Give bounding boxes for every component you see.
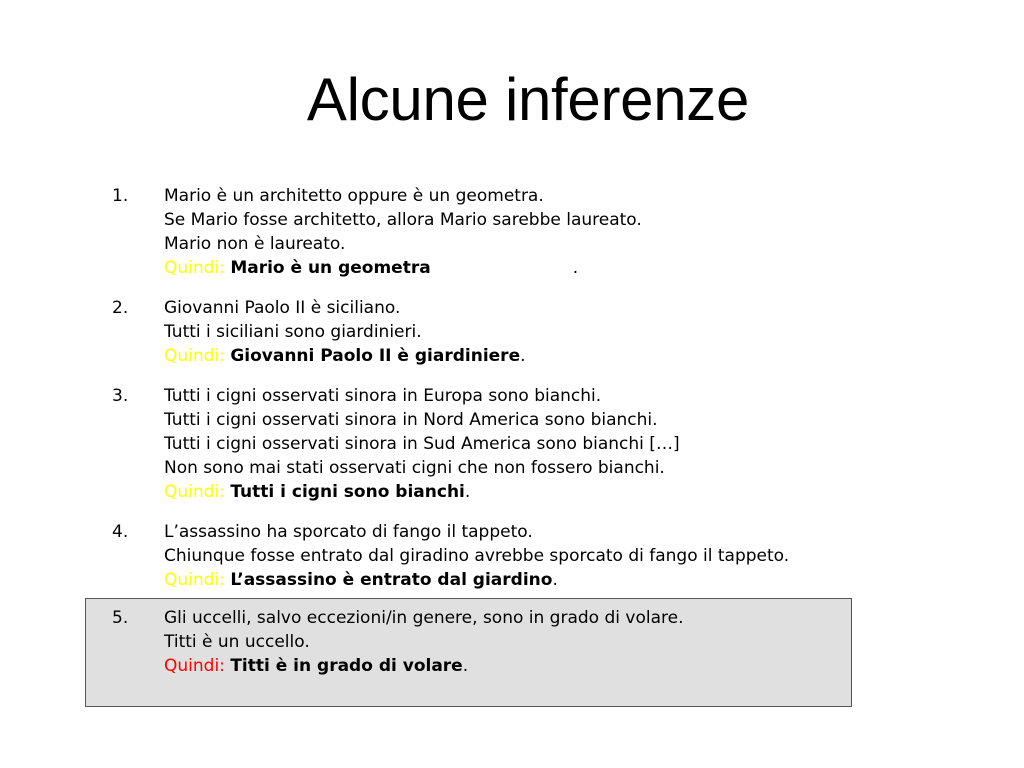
- premise: Mario non è laureato.: [164, 234, 346, 254]
- quindi-label: Quindi:: [164, 258, 225, 278]
- conclusion-line: [164, 480, 680, 504]
- premise: Gli uccelli, salvo eccezioni/in genere, sono in grado di volare.: [164, 608, 684, 628]
- item-number: 2.: [112, 298, 129, 318]
- quindi-label: Quindi:: [164, 656, 225, 676]
- quindi-label: Quindi:: [164, 346, 225, 366]
- item-lines: [164, 384, 680, 504]
- item-number: 5.: [112, 608, 129, 628]
- conclusion-period: .: [572, 258, 579, 278]
- premise: Tutti i cigni osservati sinora in Sud America sono bianchi […]: [164, 434, 680, 454]
- premise: L’assassino ha sporcato di fango il tappeto.: [164, 522, 533, 542]
- item-lines: [164, 296, 526, 368]
- conclusion-text: Mario è un geometra: [230, 258, 431, 278]
- item-lines: [164, 520, 789, 592]
- premise: Tutti i cigni osservati sinora in Nord America sono bianchi.: [164, 410, 658, 430]
- conclusion-text: L’assassino è entrato dal giardino: [230, 570, 553, 590]
- premise: Chiunque fosse entrato dal giradino avrebbe sporcato di fango il tappeto.: [164, 546, 790, 566]
- premise: Titti è un uccello.: [164, 632, 310, 652]
- conclusion-period: .: [520, 346, 526, 366]
- item-number: 3.: [112, 386, 129, 406]
- conclusion-line: [164, 654, 683, 678]
- conclusion-line: [164, 568, 789, 592]
- conclusion-text: Tutti i cigni sono bianchi: [230, 482, 465, 502]
- conclusion-period: .: [552, 570, 558, 590]
- conclusion-line: [164, 344, 526, 368]
- item-number: 1.: [112, 186, 129, 206]
- conclusion-text: Titti è in grado di volare: [230, 656, 463, 676]
- quindi-label: Quindi:: [164, 482, 225, 502]
- item-lines: [164, 184, 642, 280]
- item-number: 4.: [112, 522, 129, 542]
- premise: Tutti i cigni osservati sinora in Europa sono bianchi.: [164, 386, 602, 406]
- conclusion-text: Giovanni Paolo II è giardiniere: [230, 346, 521, 366]
- quindi-label: Quindi:: [164, 570, 225, 590]
- conclusion-line: [164, 256, 642, 280]
- conclusion-period: .: [464, 482, 471, 502]
- slide-title: Alcune inferenze: [306, 66, 750, 133]
- premise: Giovanni Paolo II è siciliano.: [164, 298, 401, 318]
- premise: Tutti i siciliani sono giardinieri.: [164, 322, 422, 342]
- conclusion-period: .: [462, 656, 469, 676]
- premise: Se Mario fosse architetto, allora Mario sarebbe laureato.: [164, 210, 642, 230]
- premise: Non sono mai stati osservati cigni che non fossero bianchi.: [164, 458, 665, 478]
- item-lines: [164, 606, 683, 678]
- premise: Mario è un architetto oppure è un geometra.: [164, 186, 544, 206]
